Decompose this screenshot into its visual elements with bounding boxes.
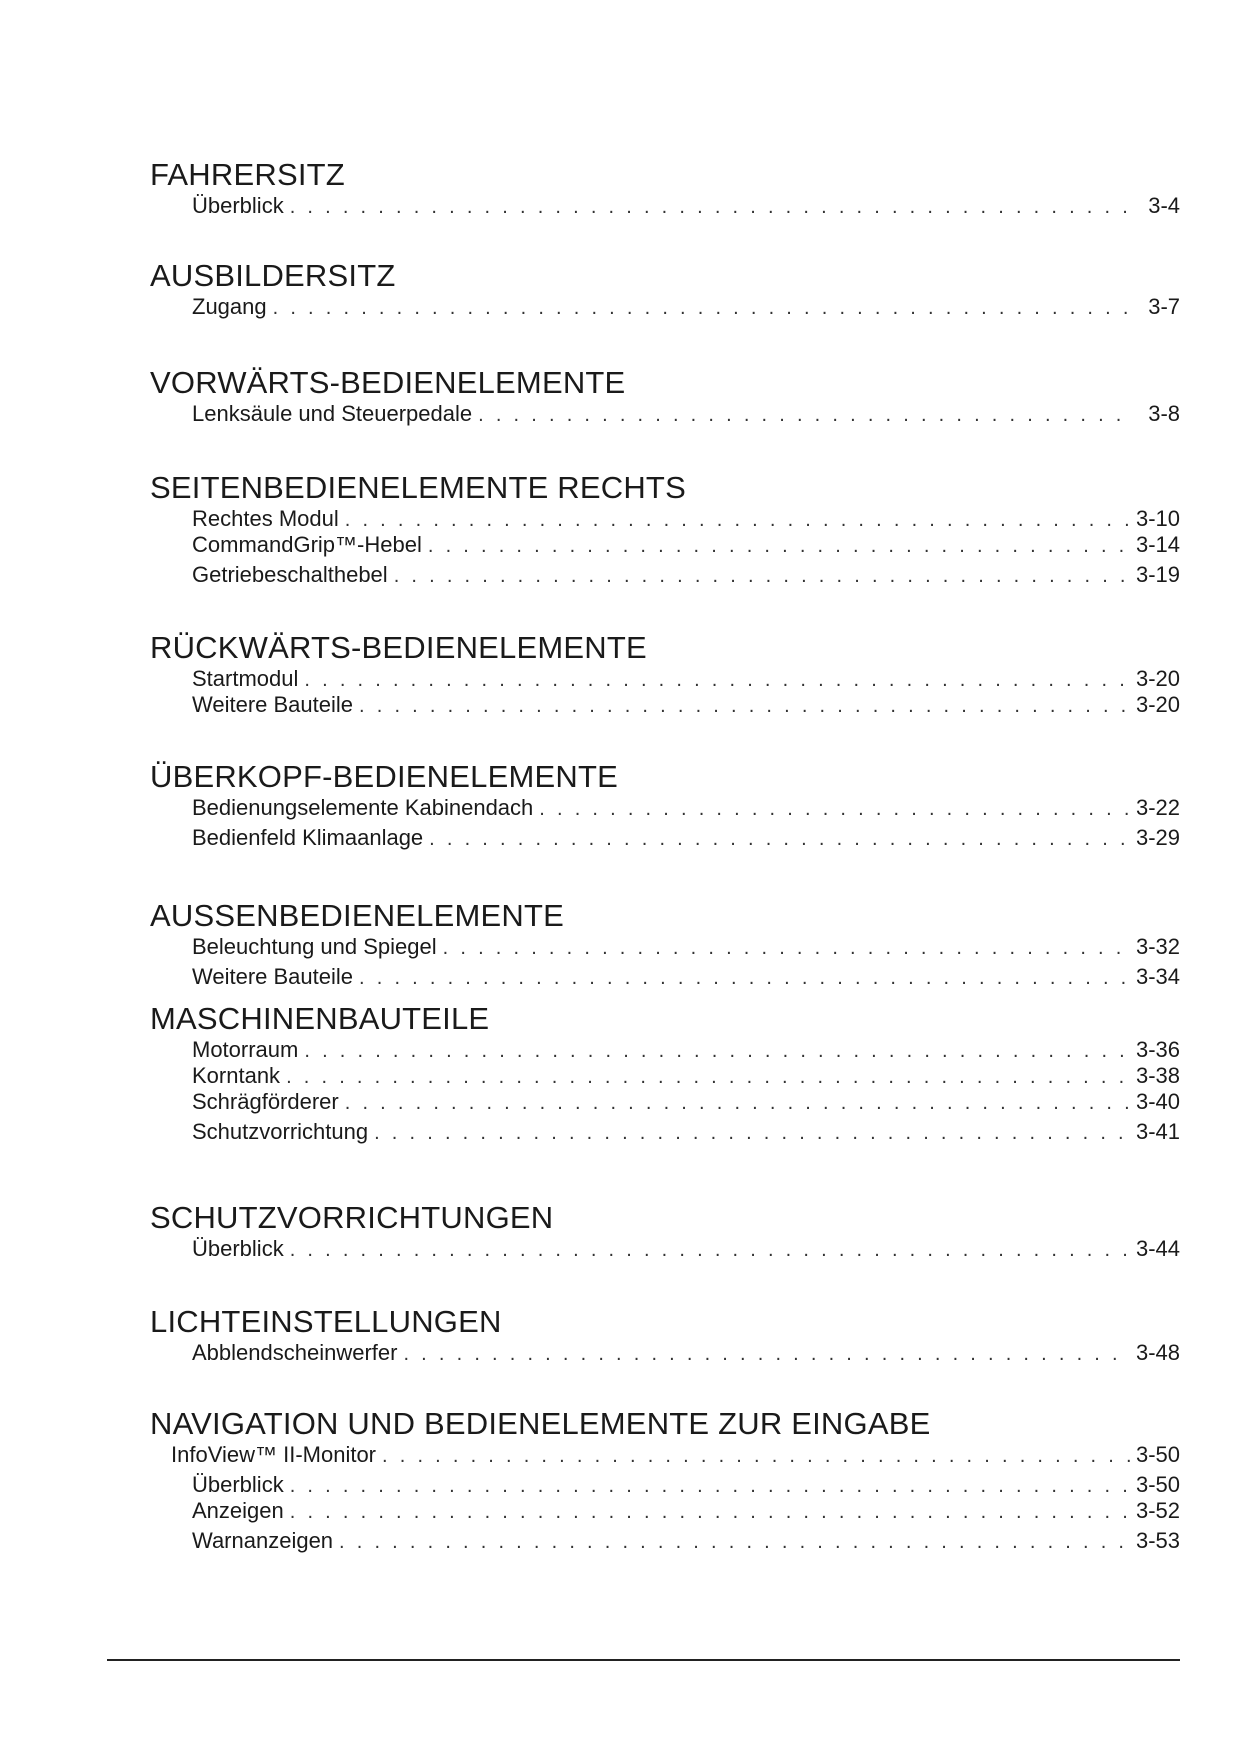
toc-entry[interactable] <box>192 402 1180 426</box>
dot-leader <box>290 1475 1130 1497</box>
dot-leader <box>290 196 1132 218</box>
toc-entry[interactable] <box>192 1341 1180 1365</box>
entry-label: Lenksäule und Steuerpedale <box>192 401 473 426</box>
section-title: LICHTEINSTELLUNGEN <box>150 1304 502 1339</box>
toc-entry[interactable] <box>192 1529 1180 1553</box>
section-title: RÜCKWÄRTS-BEDIENELEMENTE <box>150 630 647 665</box>
dot-leader <box>345 1092 1130 1114</box>
entry-label: Bedienungselemente Kabinendach <box>192 795 534 820</box>
entry-label: Überblick <box>192 193 284 218</box>
section-title: AUSSENBEDIENELEMENTE <box>150 898 564 933</box>
entry-label: InfoView™ II-Monitor <box>171 1442 377 1467</box>
dot-leader <box>273 297 1132 319</box>
entry-page-number: 3-8 <box>1148 401 1180 426</box>
entry-page-number: 3-22 <box>1135 795 1180 820</box>
dot-leader <box>374 1122 1130 1144</box>
toc-entry[interactable] <box>192 1237 1180 1261</box>
section-title: VORWÄRTS-BEDIENELEMENTE <box>150 365 626 400</box>
entry-label: Überblick <box>192 1236 284 1261</box>
section-title: SCHUTZVORRICHTUNGEN <box>150 1200 554 1235</box>
dot-leader <box>394 565 1130 587</box>
toc-entry[interactable] <box>192 1473 1180 1497</box>
entry-page-number: 3-20 <box>1135 692 1180 717</box>
section-title: ÜBERKOPF-BEDIENELEMENTE <box>150 759 618 794</box>
section-title: AUSBILDERSITZ <box>150 258 396 293</box>
dot-leader <box>359 967 1130 989</box>
dot-leader <box>290 1239 1130 1261</box>
entry-label: Überblick <box>192 1472 284 1497</box>
toc-entry[interactable] <box>192 533 1180 557</box>
entry-page-number: 3-48 <box>1135 1340 1180 1365</box>
dot-leader <box>403 1343 1129 1365</box>
dot-leader <box>359 695 1130 717</box>
toc-entry[interactable] <box>192 935 1180 959</box>
dot-leader <box>382 1445 1130 1467</box>
footer-divider <box>107 1659 1180 1661</box>
entry-label: Beleuchtung und Spiegel <box>192 934 437 959</box>
toc-entry[interactable] <box>192 693 1180 717</box>
toc-entry[interactable] <box>192 1064 1180 1088</box>
section-title: MASCHINENBAUTEILE <box>150 1001 490 1036</box>
entry-label: Abblendscheinwerfer <box>192 1340 398 1365</box>
toc-entry[interactable] <box>192 1090 1180 1114</box>
entry-label: Warnanzeigen <box>192 1528 334 1553</box>
dot-leader <box>478 404 1132 426</box>
dot-leader <box>345 509 1130 531</box>
toc-entry[interactable] <box>192 667 1180 691</box>
toc-entry[interactable] <box>192 563 1180 587</box>
entry-page-number: 3-34 <box>1135 964 1180 989</box>
entry-page-number: 3-4 <box>1148 193 1180 218</box>
entry-label: CommandGrip™-Hebel <box>192 532 422 557</box>
toc-entry[interactable] <box>171 1443 1180 1467</box>
section-title: FAHRERSITZ <box>150 157 345 192</box>
entry-page-number: 3-50 <box>1135 1442 1180 1467</box>
entry-label: Schrägförderer <box>192 1089 339 1114</box>
toc-entry[interactable] <box>192 1038 1180 1062</box>
entry-page-number: 3-19 <box>1135 562 1180 587</box>
dot-leader <box>304 1040 1130 1062</box>
entry-page-number: 3-40 <box>1135 1089 1180 1114</box>
entry-page-number: 3-20 <box>1135 666 1180 691</box>
dot-leader <box>429 828 1130 850</box>
entry-label: Anzeigen <box>192 1498 284 1523</box>
entry-label: Weitere Bauteile <box>192 964 354 989</box>
entry-label: Motorraum <box>192 1037 299 1062</box>
dot-leader <box>286 1066 1130 1088</box>
toc-entry[interactable] <box>192 1499 1180 1523</box>
entry-label: Weitere Bauteile <box>192 692 354 717</box>
toc-entry[interactable] <box>192 295 1180 319</box>
toc-entry[interactable] <box>192 796 1180 820</box>
entry-label: Getriebeschalthebel <box>192 562 388 587</box>
entry-page-number: 3-50 <box>1135 1472 1180 1497</box>
entry-page-number: 3-36 <box>1135 1037 1180 1062</box>
entry-page-number: 3-14 <box>1135 532 1180 557</box>
entry-page-number: 3-32 <box>1135 934 1180 959</box>
entry-label: Zugang <box>192 294 267 319</box>
entry-page-number: 3-44 <box>1135 1236 1180 1261</box>
toc-entry[interactable] <box>192 1120 1180 1144</box>
dot-leader <box>443 937 1130 959</box>
table-of-contents <box>150 0 1180 1640</box>
toc-entry[interactable] <box>192 965 1180 989</box>
section-title: NAVIGATION UND BEDIENELEMENTE ZUR EINGABE <box>150 1406 931 1441</box>
entry-page-number: 3-53 <box>1135 1528 1180 1553</box>
entry-label: Startmodul <box>192 666 299 691</box>
entry-page-number: 3-52 <box>1135 1498 1180 1523</box>
dot-leader <box>304 669 1130 691</box>
section-title: SEITENBEDIENELEMENTE RECHTS <box>150 470 686 505</box>
dot-leader <box>290 1501 1130 1523</box>
toc-entry[interactable] <box>192 194 1180 218</box>
entry-label: Rechtes Modul <box>192 506 339 531</box>
entry-label: Schutzvorrichtung <box>192 1119 369 1144</box>
entry-page-number: 3-41 <box>1135 1119 1180 1144</box>
toc-entry[interactable] <box>192 826 1180 850</box>
dot-leader <box>539 798 1130 820</box>
toc-entry[interactable] <box>192 507 1180 531</box>
dot-leader <box>428 535 1130 557</box>
dot-leader <box>339 1531 1130 1553</box>
entry-page-number: 3-29 <box>1135 825 1180 850</box>
entry-page-number: 3-10 <box>1135 506 1180 531</box>
entry-page-number: 3-38 <box>1135 1063 1180 1088</box>
entry-page-number: 3-7 <box>1148 294 1180 319</box>
entry-label: Korntank <box>192 1063 281 1088</box>
entry-label: Bedienfeld Klimaanlage <box>192 825 424 850</box>
